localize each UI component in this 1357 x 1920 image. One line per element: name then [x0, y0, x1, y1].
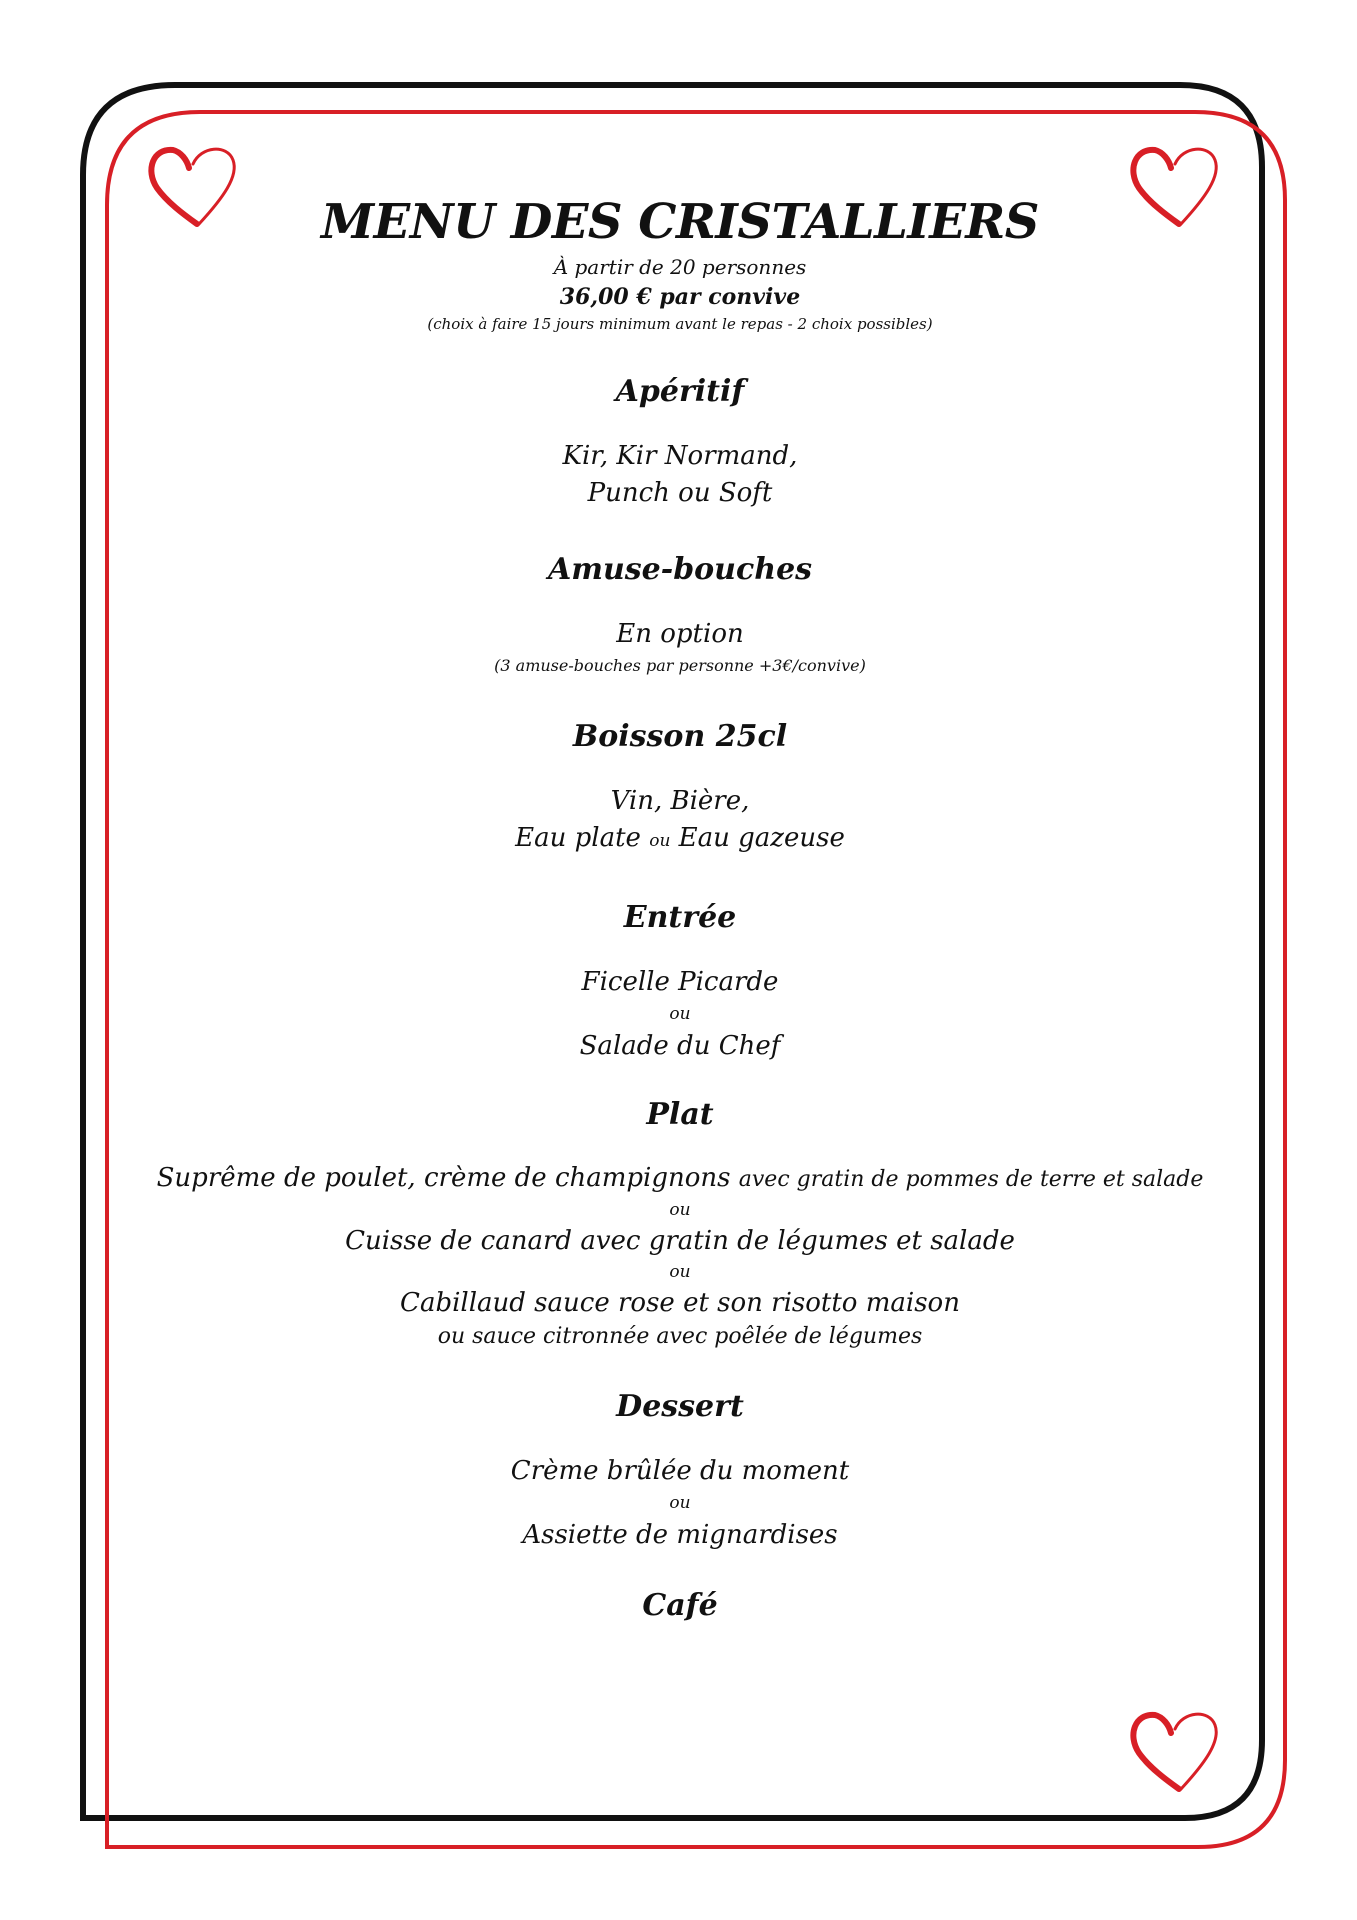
dessert-or: ou: [669, 1493, 691, 1513]
heart-icon-bottom-right: [1125, 1705, 1225, 1795]
section-dessert: [150, 1387, 1210, 1554]
entree-or: ou: [669, 1004, 691, 1024]
boisson-line: Vin, Bière,: [610, 786, 750, 816]
dessert-item: Assiette de mignardises: [522, 1520, 838, 1550]
aperitif-line: Punch ou Soft: [587, 478, 773, 508]
plat-item-main: Suprême de poulet, crème de champignons: [156, 1163, 731, 1193]
plat-or: ou: [669, 1262, 691, 1282]
section-aperitif: [150, 372, 1210, 512]
plat-item-alternative: ou sauce citronnée avec poêlée de légumes: [437, 1324, 923, 1349]
amuse-note: (3 amuse-bouches par personne +3€/convive): [494, 656, 866, 675]
amuse-option: En option: [616, 619, 744, 649]
entree-item: Ficelle Picarde: [581, 967, 779, 997]
dessert-item: Crème brûlée du moment: [510, 1456, 850, 1486]
section-title-aperitif: Apéritif: [615, 374, 745, 409]
section-title-amuse-bouches: Amuse-bouches: [547, 552, 813, 587]
section-title-entree: Entrée: [623, 900, 737, 935]
menu-header: [150, 192, 1210, 336]
plat-item: Cabillaud sauce rose et son risotto maison: [400, 1288, 960, 1318]
entree-item: Salade du Chef: [579, 1031, 781, 1061]
section-title-dessert: Dessert: [616, 1389, 744, 1424]
boisson-line: [150, 820, 1210, 860]
boisson-water-still: Eau plate: [515, 823, 641, 853]
section-title-boisson: Boisson 25cl: [572, 719, 788, 754]
plat-item: [150, 1161, 1210, 1197]
section-amuse-bouches: [150, 550, 1210, 679]
plat-item-side: avec gratin de pommes de terre et salade: [738, 1167, 1204, 1192]
menu-minimum-guests: À partir de 20 personnes: [553, 255, 807, 279]
section-cafe: [150, 1586, 1210, 1626]
menu-price: 36,00 € par convive: [559, 284, 801, 310]
section-boisson: [150, 717, 1210, 860]
boisson-water-sparkling: Eau gazeuse: [678, 823, 845, 853]
plat-or: ou: [669, 1200, 691, 1220]
section-entree: [150, 898, 1210, 1065]
section-title-cafe: Café: [642, 1588, 718, 1623]
menu-content: [150, 192, 1210, 1626]
aperitif-line: Kir, Kir Normand,: [562, 441, 798, 471]
boisson-or: ou: [649, 831, 671, 851]
plat-item: Cuisse de canard avec gratin de légumes et salade: [345, 1226, 1015, 1256]
menu-choice-note: (choix à faire 15 jours minimum avant le repas - 2 choix possibles): [427, 315, 933, 333]
section-plat: [150, 1095, 1210, 1353]
section-title-plat: Plat: [646, 1097, 714, 1132]
menu-title: MENU DES CRISTALLIERS: [321, 194, 1039, 250]
